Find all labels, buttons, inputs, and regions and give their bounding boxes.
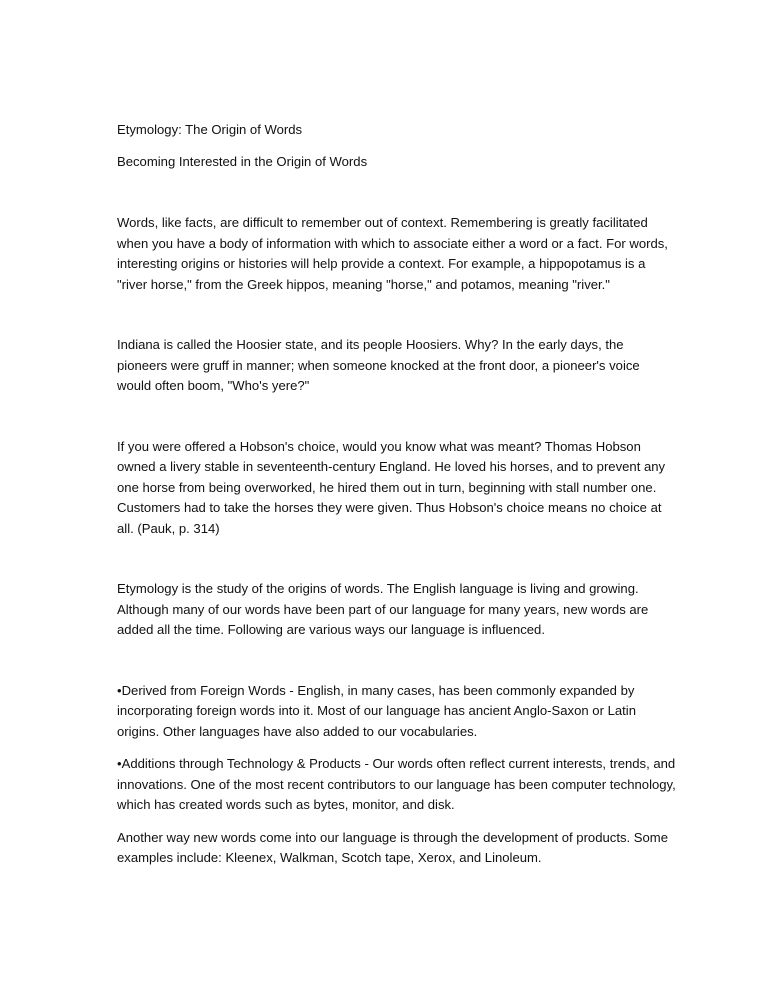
document-subtitle: Becoming Interested in the Origin of Words — [117, 153, 368, 169]
paragraph-hobsons-choice: If you were offered a Hobson's choice, would you know what was meant? Thomas Hobson owned a livery stable in seventeenth-century England. He loved his horses, and to prevent any one horse from being overworked, he hired them out in turn, beginning with stall number one. Customers had to take the horses they were given. Thus Hobson's choice means no choice at all. (Pauk, p. 314) — [117, 438, 666, 536]
bullet-technology-products: •Additions through Technology & Products - Our words often reflect current interests, trends, and innovations. One of the most recent contributors to our language has been computer technology, which has created words such as bytes, monitor, and disk. — [117, 756, 676, 812]
paragraph-hoosier: Indiana is called the Hoosier state, and its people Hoosiers. Why? In the early days, the pioneers were gruff in manner; when someone knocked at the front door, a pioneer's voice would often boom, "Who's yere?" — [117, 337, 640, 393]
paragraph-etymology-definition: Etymology is the study of the origins of words. The English language is living and growing. Although many of our words have been part of our language for many years, new words are added all the time. Following are various ways our language is influenced. — [117, 581, 649, 637]
document-title: Etymology: The Origin of Words — [117, 122, 303, 137]
paragraph-hippopotamus: Words, like facts, are difficult to remember out of context. Remembering is greatly facilitated when you have a body of information with which to associate either a word or a fact. For words, interesting origins or histories will help provide a context. For example, a hippopotamus is a "river horse," from the Greek hippos, meaning "horse," and potamos, meaning "river." — [117, 215, 668, 292]
paragraph-products: Another way new words come into our language is through the development of products. Some examples include: Kleenex, Walkman, Scotch tape, Xerox, and Linoleum. — [117, 829, 668, 865]
bullet-foreign-words: •Derived from Foreign Words - English, in many cases, has been commonly expanded by incorporating foreign words into it. Most of our language has ancient Anglo-Saxon or Latin origins. Other languages have also added to our vocabularies. — [117, 682, 636, 739]
document-body — [117, 120, 677, 869]
